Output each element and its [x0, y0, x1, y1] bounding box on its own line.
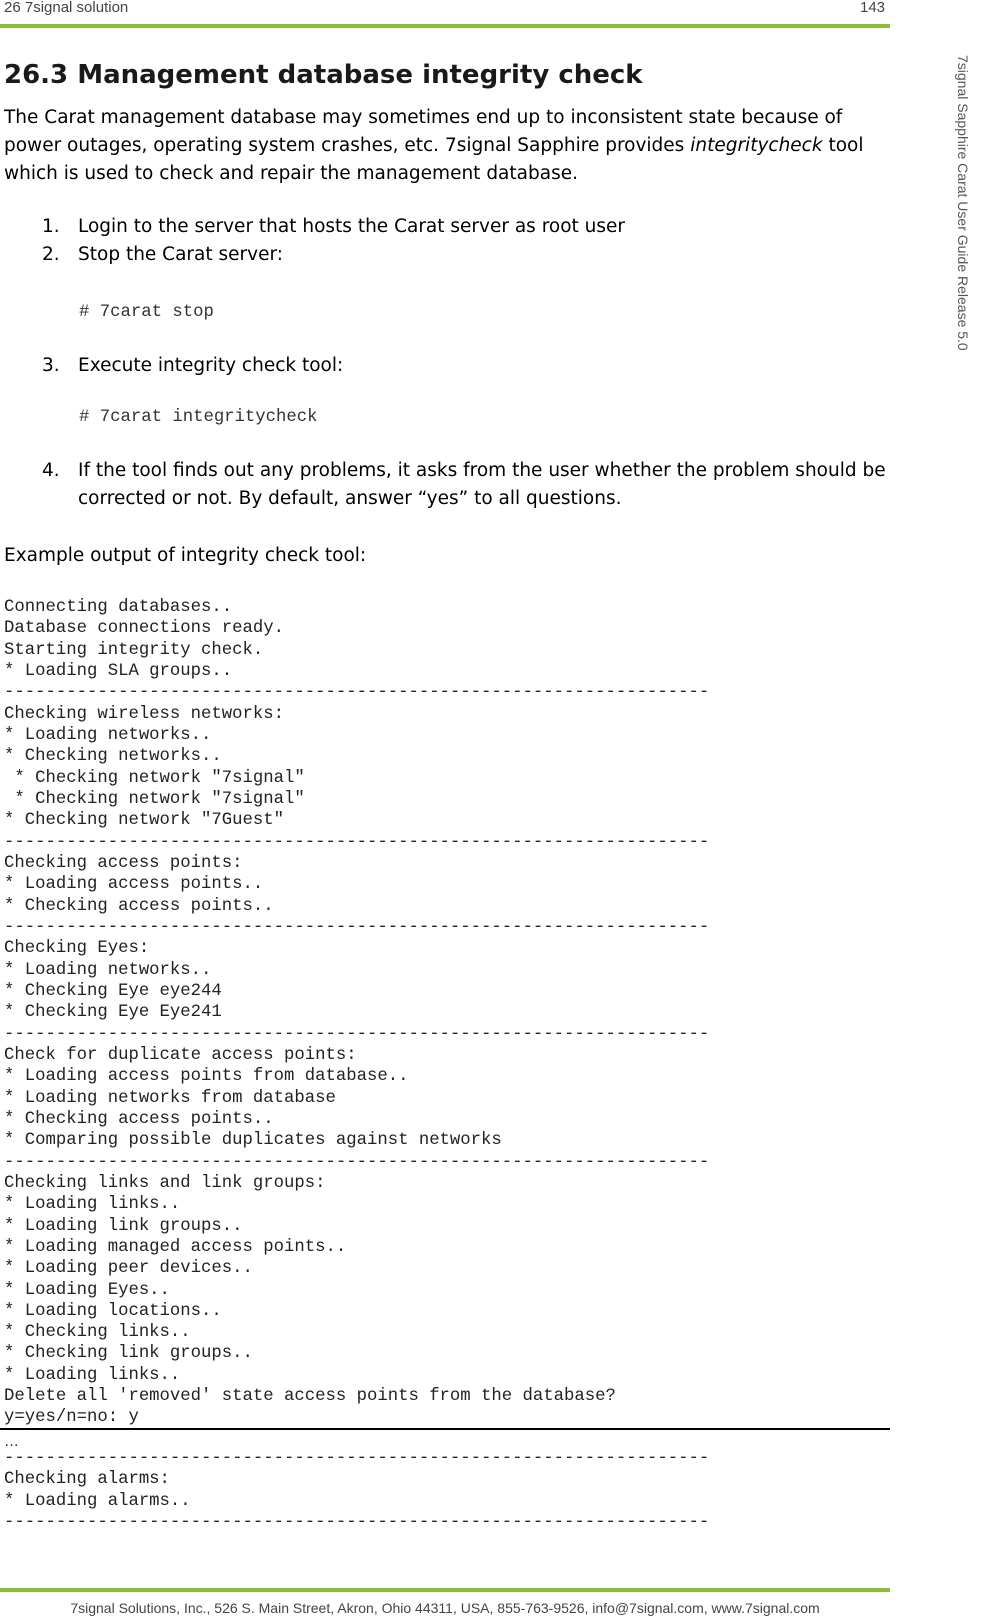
- step-number: 1.: [42, 216, 60, 237]
- output-line: --------------------------------------------------------------------: [4, 683, 710, 703]
- output-line: * Loading networks..: [4, 725, 212, 745]
- intro-tool-name: integritycheck: [690, 135, 823, 156]
- output-line: Checking access points:: [4, 853, 243, 873]
- output-line: * Checking network "7signal": [4, 789, 305, 809]
- output-line: Checking wireless networks:: [4, 704, 285, 724]
- output-line: * Checking networks..: [4, 747, 222, 767]
- side-document-title: 7signal Sapphire Carat User Guide Release 5.0: [955, 55, 971, 351]
- output-line: * Checking network "7Guest": [4, 811, 285, 831]
- output-line: --------------------------------------------------------------------: [4, 1512, 710, 1532]
- output-line: Checking links and link groups:: [4, 1173, 326, 1193]
- output-line: * Loading Eyes..: [4, 1280, 170, 1300]
- intro-text-end: tool which is used to check and repair the management database.: [4, 135, 864, 184]
- output-line: * Loading alarms..: [4, 1491, 191, 1511]
- footer-divider: [0, 1588, 890, 1592]
- output-line: * Checking Eye Eye241: [4, 1003, 222, 1023]
- output-line: * Loading peer devices..: [4, 1259, 253, 1279]
- output-line: * Checking network "7signal": [4, 768, 305, 788]
- intro-text-start: The Carat management database may sometimes end up to inconsistent state because of power outages, operating system crashes, etc. 7signal Sapphire provides: [4, 107, 843, 156]
- step-text: If the tool finds out any problems, it asks from the user whether the problem should be corrected or not. By default, answer “yes” to all questions.: [78, 460, 886, 509]
- output-line: * Loading SLA groups..: [4, 661, 233, 681]
- output-line: Database connections ready.: [4, 619, 285, 639]
- output-line: * Comparing possible duplicates against networks: [4, 1131, 502, 1151]
- output-line: * Loading link groups..: [4, 1216, 243, 1236]
- output-line: * Checking Eye eye244: [4, 981, 222, 1001]
- intro-paragraph: [4, 104, 874, 188]
- example-output-label: Example output of integrity check tool:: [4, 545, 367, 566]
- output-line: --------------------------------------------------------------------: [4, 1152, 710, 1172]
- output-line: --------------------------------------------------------------------: [4, 917, 710, 937]
- example-output-block: [4, 597, 709, 1429]
- step-text: Execute integrity check tool:: [78, 355, 344, 376]
- example-output-continued: [4, 1448, 709, 1533]
- output-line: * Loading managed access points..: [4, 1237, 347, 1257]
- output-line: * Loading links..: [4, 1195, 181, 1215]
- output-line: --------------------------------------------------------------------: [4, 1024, 710, 1044]
- output-line: * Loading locations..: [4, 1301, 222, 1321]
- command-integritycheck: # 7carat integritycheck: [79, 408, 318, 427]
- output-line: * Loading networks from database: [4, 1088, 336, 1108]
- step-text: Login to the server that hosts the Carat server as root user: [78, 216, 626, 237]
- output-line: Check for duplicate access points:: [4, 1045, 357, 1065]
- footer-contact: 7signal Solutions, Inc., 526 S. Main Street, Akron, Ohio 44311, USA, 855-763-9526, info@7signal.com, www.7signal.com: [70, 1600, 820, 1616]
- output-line: * Checking access points..: [4, 896, 274, 916]
- output-line: * Checking link groups..: [4, 1344, 253, 1364]
- output-line: Delete all 'removed' state access points from the database?: [4, 1387, 616, 1407]
- output-line: * Loading networks..: [4, 960, 212, 980]
- output-ellipsis: …: [4, 1433, 19, 1450]
- output-divider: [0, 1428, 890, 1430]
- step-text: Stop the Carat server:: [78, 244, 283, 265]
- header-divider: [0, 24, 890, 28]
- running-header-chapter: 26 7signal solution: [4, 0, 129, 16]
- output-line: y=yes/n=no: y: [4, 1408, 139, 1428]
- step-number: 3.: [42, 355, 60, 376]
- command-stop: # 7carat stop: [79, 303, 214, 322]
- output-line: Connecting databases..: [4, 598, 233, 617]
- output-line: Checking Eyes:: [4, 939, 150, 959]
- step-number: 2.: [42, 244, 60, 265]
- output-line: * Loading access points from database..: [4, 1067, 409, 1087]
- page-number: 143: [860, 0, 886, 16]
- output-line: * Checking access points..: [4, 1109, 274, 1129]
- section-heading: 26.3 Management database integrity check: [4, 60, 643, 90]
- output-line: * Checking links..: [4, 1323, 191, 1343]
- output-line: * Loading access points..: [4, 875, 264, 895]
- output-line: * Loading links..: [4, 1365, 181, 1385]
- output-line: --------------------------------------------------------------------: [4, 1449, 710, 1468]
- output-line: --------------------------------------------------------------------: [4, 832, 710, 852]
- output-line: Checking alarms:: [4, 1470, 170, 1490]
- output-line: Starting integrity check.: [4, 640, 264, 660]
- step-number: 4.: [42, 460, 60, 481]
